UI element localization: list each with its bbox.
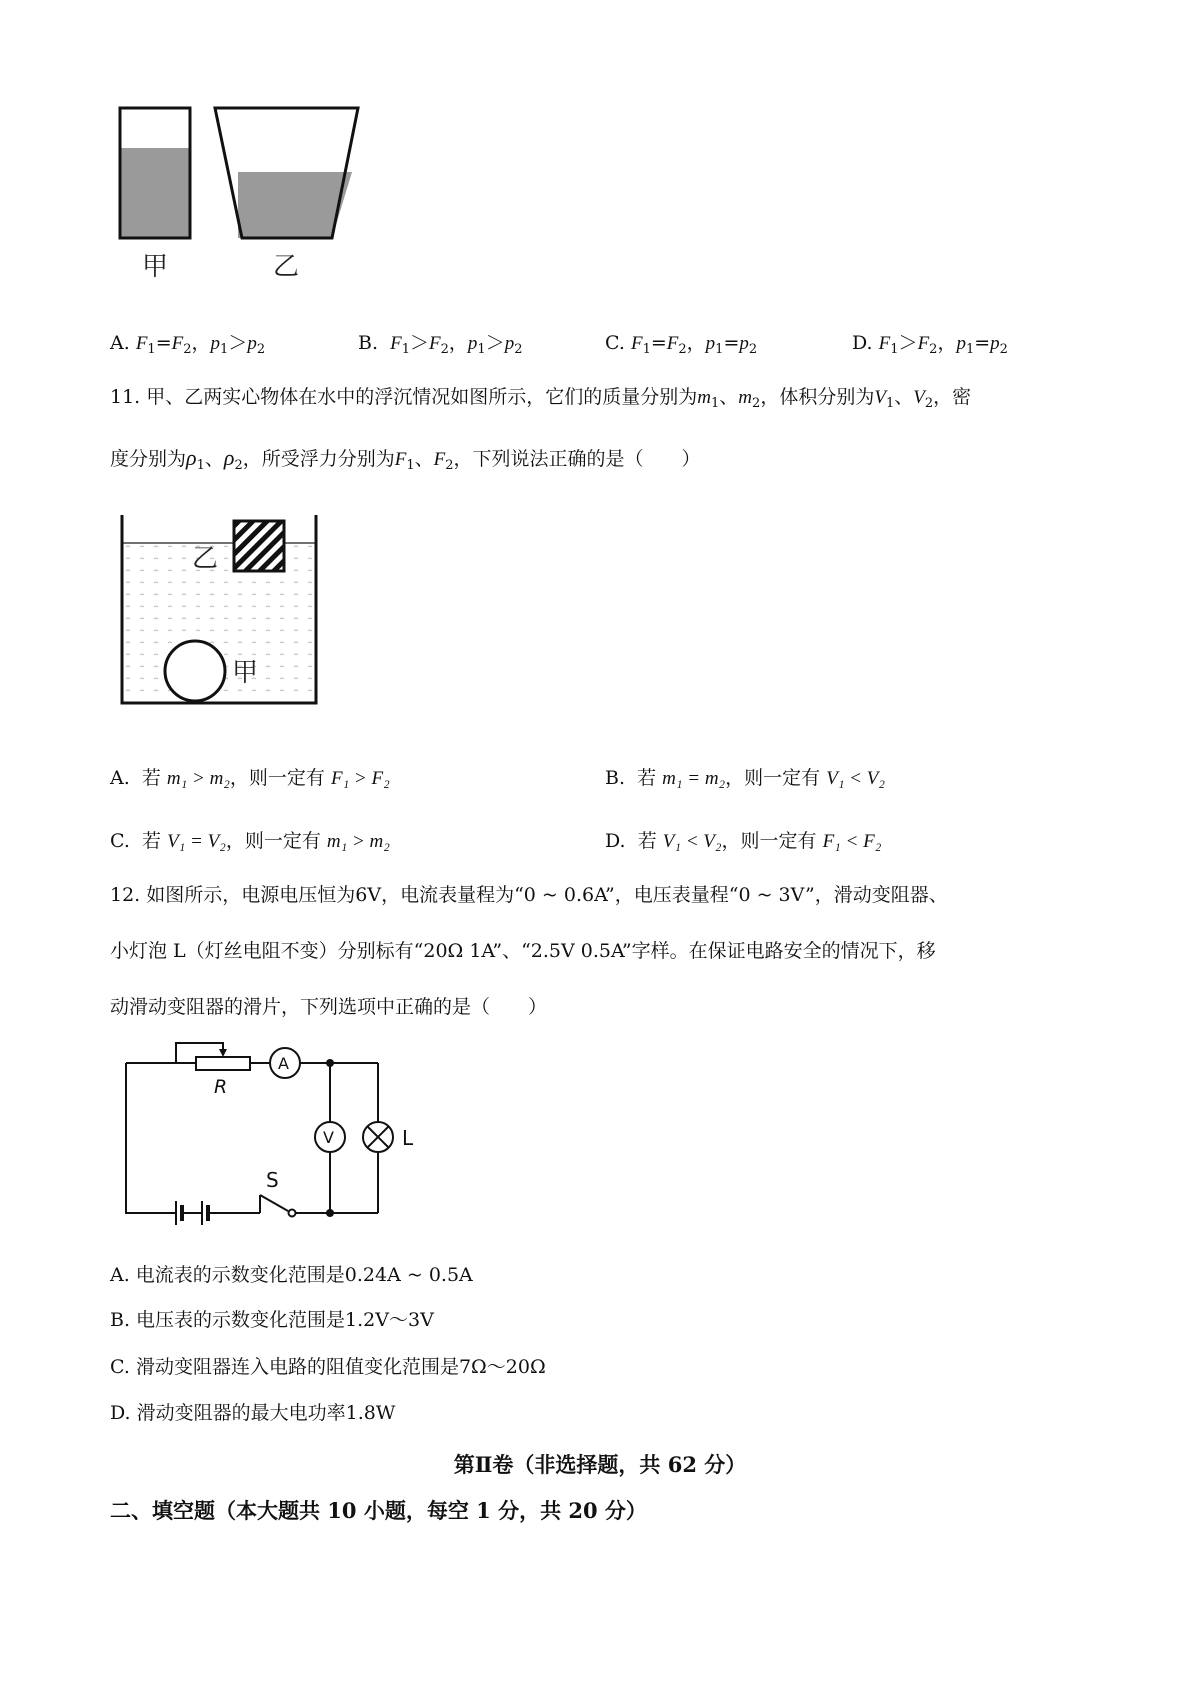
q10-option-b[interactable]: B. $F_1>F_2$，$p_1>p_2$ bbox=[358, 332, 523, 357]
circuit-label-a: A bbox=[278, 1054, 289, 1073]
q12-option-d[interactable]: D. 滑动变阻器的最大电功率1.8W bbox=[110, 1402, 396, 1424]
section2-title: 二、填空题（本大题共 10 小题，每空 1 分，共 20 分） bbox=[110, 1498, 647, 1523]
q12-stem-line2: 小灯泡 L（灯丝电阻不变）分别标有“20Ω 1A”、“2.5V 0.5A”字样。在保证电路安全的情况下，移 bbox=[110, 940, 936, 962]
fig12-circuit bbox=[110, 1035, 440, 1230]
fig10-label-jia: 甲 bbox=[142, 252, 169, 282]
q11-option-d[interactable]: D. 若 V₁ < V₂，则一定有 F₁ < F₂ bbox=[605, 830, 882, 852]
q12-stem-line3: 动滑动变阻器的滑片，下列选项中正确的是（ ） bbox=[110, 996, 548, 1018]
fig10-containers bbox=[100, 100, 400, 310]
q10-option-c[interactable]: C. $F_1=F_2$，$p_1=p_2$ bbox=[605, 332, 758, 357]
q12-stem-line1: 12. 如图所示，电源电压恒为6V，电流表量程为“0 ~ 0.6A”，电压表量程“0 ~ 3V”，滑动变阻器、 bbox=[110, 884, 948, 906]
circuit-label-l: L bbox=[402, 1126, 414, 1150]
q12-option-c[interactable]: C. 滑动变阻器连入电路的阻值变化范围是7Ω～20Ω bbox=[110, 1356, 546, 1378]
fig11-label-yi: 乙 bbox=[192, 544, 219, 574]
q10-option-a[interactable]: A. $F_1=F_2$，$p_1>p_2$ bbox=[110, 332, 266, 357]
q10-option-d[interactable]: D. $F_1>F_2$，$p_1=p_2$ bbox=[852, 332, 1008, 357]
fig11-tank bbox=[110, 505, 330, 715]
circuit-label-v: V bbox=[323, 1128, 334, 1147]
q12-option-b[interactable]: B. 电压表的示数变化范围是1.2V～3V bbox=[110, 1309, 434, 1331]
circuit-label-r: R bbox=[214, 1076, 228, 1098]
q12-option-a[interactable]: A. 电流表的示数变化范围是0.24A ~ 0.5A bbox=[110, 1264, 473, 1286]
circuit-label-s: S bbox=[266, 1168, 279, 1192]
fig10-label-yi: 乙 bbox=[273, 252, 300, 282]
q11-option-a[interactable]: A. 若 m₁ > m₂，则一定有 F₁ > F₂ bbox=[110, 767, 390, 789]
fig11-label-jia: 甲 bbox=[232, 658, 259, 688]
q11-stem-line2: 度分别为$\rho_1$、$\rho_2$，所受浮力分别为$F_1$、$F_2$，下列说法正确的是（ ） bbox=[110, 445, 701, 473]
q11-stem-line1: 11. 甲、乙两实心物体在水中的浮沉情况如图所示，它们的质量分别为$m_1$、$m_2$，体积分别为$V_1$、$V_2$，密 bbox=[110, 386, 972, 411]
q11-option-b[interactable]: B. 若 m₁ = m₂，则一定有 V₁ < V₂ bbox=[605, 767, 885, 789]
q11-option-c[interactable]: C. 若 V₁ = V₂，则一定有 m₁ > m₂ bbox=[110, 830, 390, 852]
part2-title: 第Ⅱ卷（非选择题，共 62 分） bbox=[453, 1452, 747, 1477]
